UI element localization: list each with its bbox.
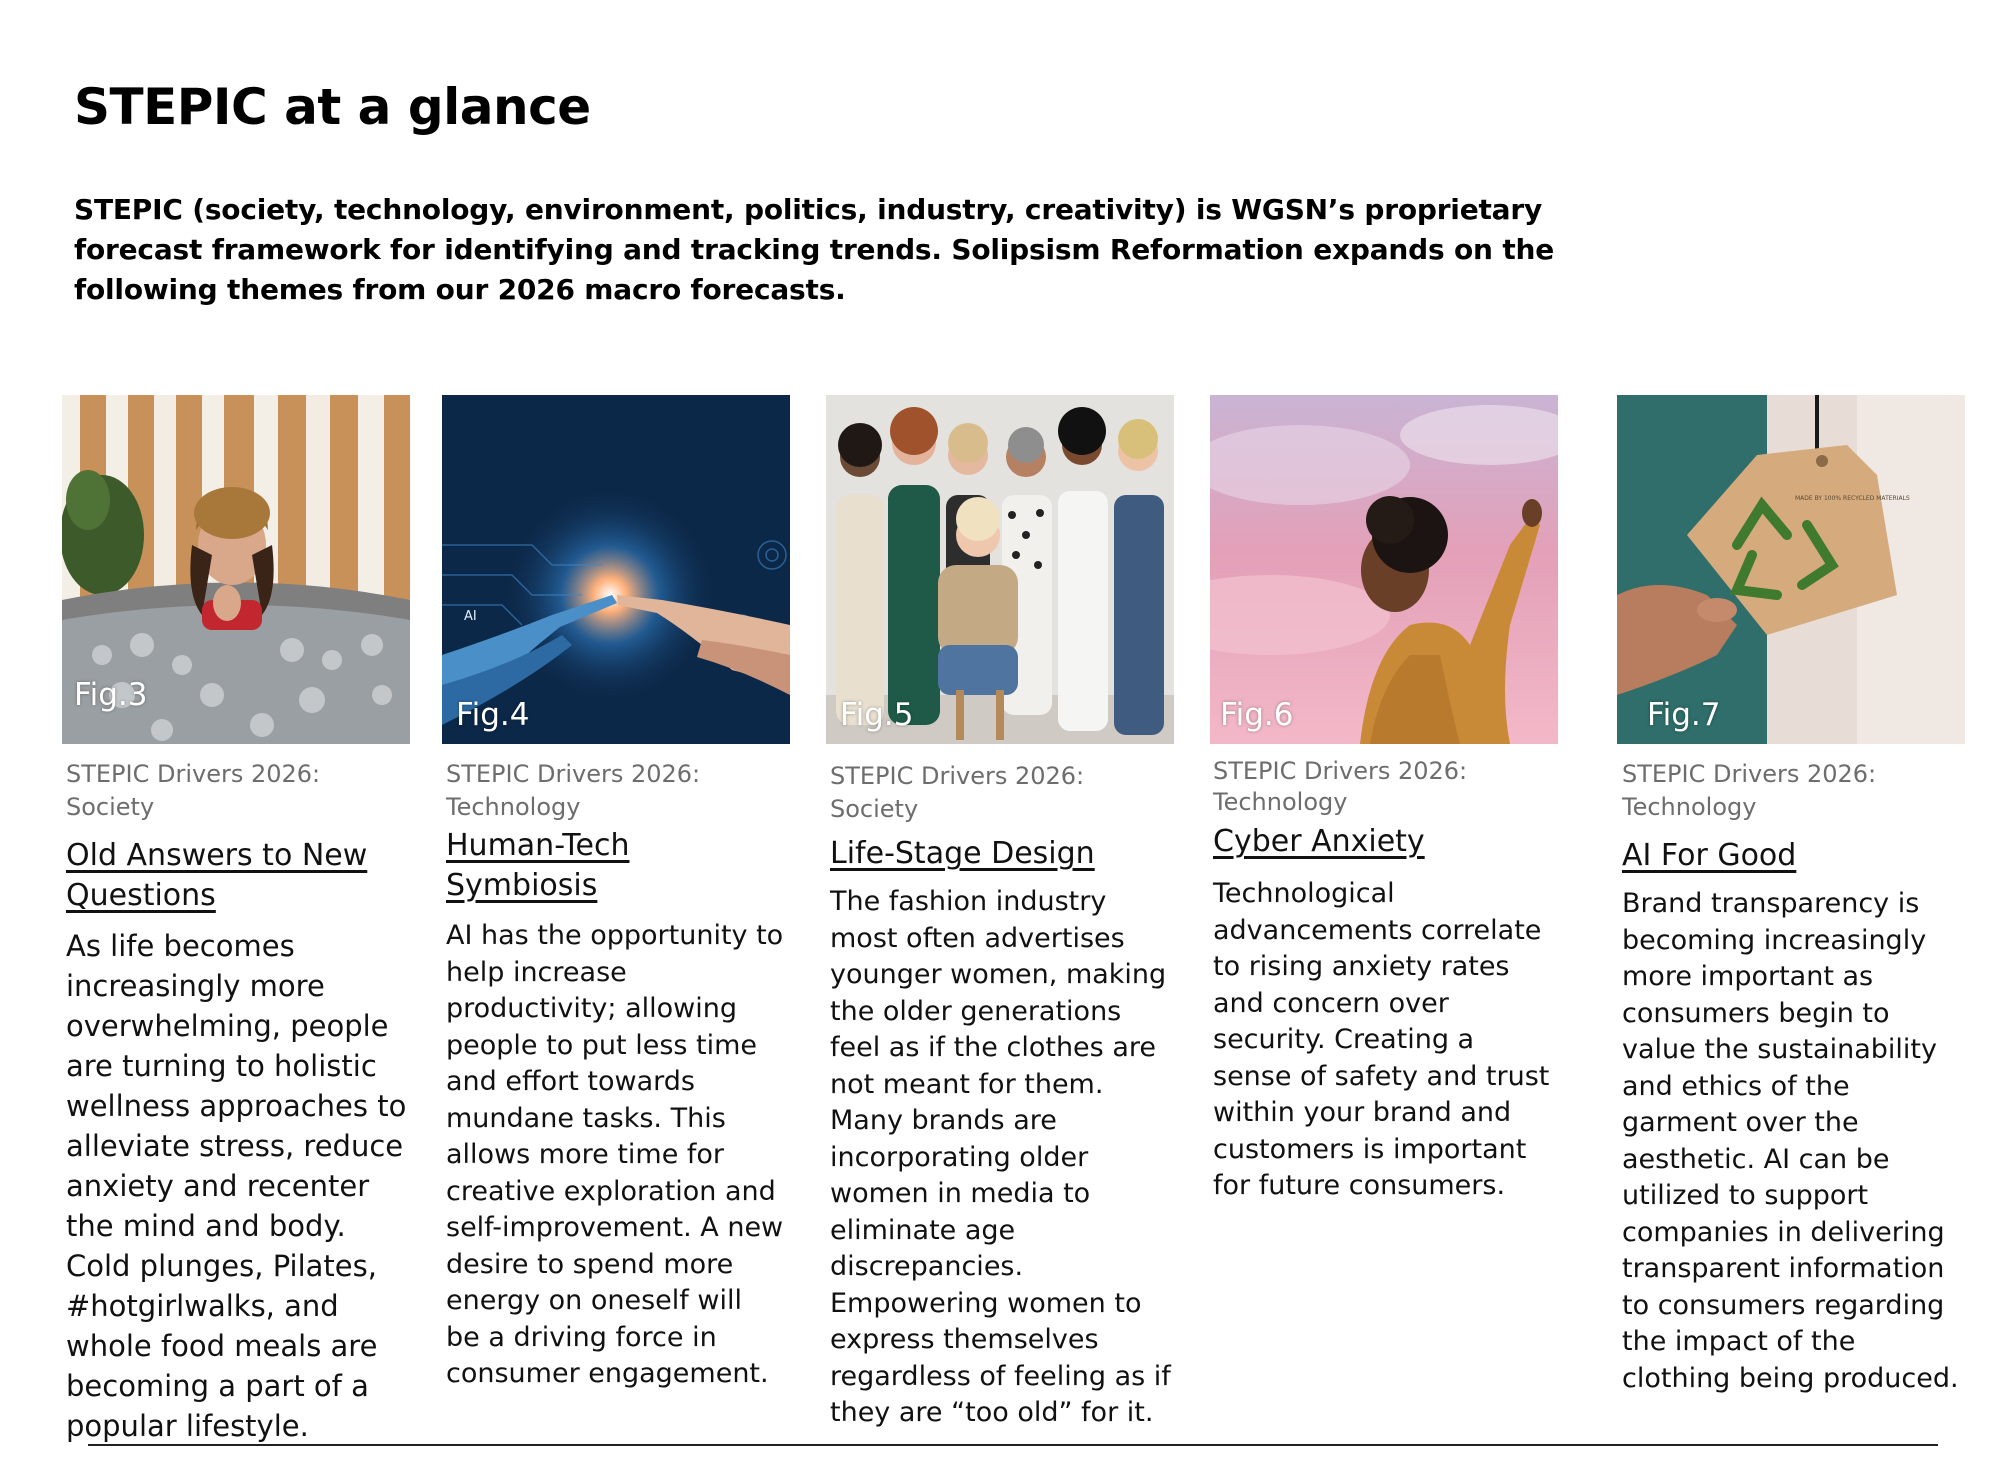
recycle-tag-photo [1617, 395, 1965, 744]
ai-chip-label: AI [464, 609, 477, 624]
card-society-2 [830, 760, 1176, 1432]
page-title: STEPIC at a glance [74, 78, 591, 136]
fig-5-image [826, 395, 1174, 744]
fig-3-image [62, 395, 410, 744]
card-technology-1 [446, 758, 784, 1393]
fig-label: Fig.4 [456, 697, 530, 733]
theme-link[interactable]: AI For Good [1622, 838, 1797, 873]
fig-6-image [1210, 395, 1558, 744]
robot-and-human-hands-touching-photo [442, 395, 790, 744]
intro-paragraph: STEPIC (society, technology, environment, politics, industry, creativity) is WGSN’s proprietary forecast framework for identifying and tracking trends. Solipsism Reformation expands on the following themes from our 2026 macro forecasts. [74, 193, 1555, 306]
driver-label: STEPIC Drivers 2026: Technology [1213, 757, 1468, 816]
driver-label: STEPIC Drivers 2026: Society [830, 762, 1085, 823]
bottom-divider [88, 1444, 1938, 1446]
theme-link[interactable]: Cyber Anxiety [1213, 824, 1425, 859]
theme-link[interactable]: Old Answers to New Questions [66, 838, 368, 913]
theme-link[interactable]: Human-Tech Symbiosis [446, 828, 630, 903]
card-society-1 [66, 758, 412, 1446]
body-text: As life becomes increasingly more overwhelming, people are turning to holistic wellness approaches to alleviate stress, reduce anxiety and recenter the mind and body. Cold plunges, Pilates, #hotgirlwalks, and whole food meals are becoming a part of a popular lifestyle. [66, 929, 407, 1443]
group-of-women-photo [826, 395, 1174, 744]
body-text: Brand transparency is becoming increasingly more important as consumers begin to value the sustainability and ethics of the garment over the aesthetic. AI can be utilized to support companies in delivering transparent information to consumers regarding the impact of the clothing being produced. [1622, 888, 1959, 1394]
fig-7-image [1617, 395, 1965, 744]
driver-label: STEPIC Drivers 2026: Technology [1622, 760, 1877, 821]
fig-label: Fig.6 [1220, 697, 1294, 733]
tag-text: MADE BY 100% RECYCLED MATERIALS [1795, 495, 1910, 502]
fig-label: Fig.3 [74, 677, 148, 713]
driver-label: STEPIC Drivers 2026: Society [66, 760, 321, 821]
woman-arms-raised-pink-sky-photo [1210, 395, 1558, 744]
theme-link[interactable]: Life-Stage Design [830, 836, 1095, 871]
body-text: Technological advancements correlate to rising anxiety rates and concern over security. Creating a sense of safety and trust within your brand and customers is important for future consumers. [1213, 878, 1550, 1201]
fig-label: Fig.7 [1647, 697, 1721, 733]
fig-label: Fig.5 [840, 697, 914, 733]
fig-4-image [442, 395, 790, 744]
card-technology-3 [1622, 758, 1968, 1397]
body-text: The fashion industry most often advertises younger women, making the older generations feel as if the clothes are not meant for them. Many brands are incorporating older women in media to eliminate age discrepancies. Empowering women to express themselves regardless of feeling as if they are “too old” for it. [830, 886, 1171, 1428]
card-technology-2 [1213, 756, 1559, 1205]
body-text: AI has the opportunity to help increase productivity; allowing people to put less time and effort towards mundane tasks. This allows more time for creative exploration and self-improvement. A new desire to spend more energy on oneself will be a driving force in consumer engagement. [446, 920, 784, 1389]
driver-label: STEPIC Drivers 2026: Technology [446, 760, 701, 821]
